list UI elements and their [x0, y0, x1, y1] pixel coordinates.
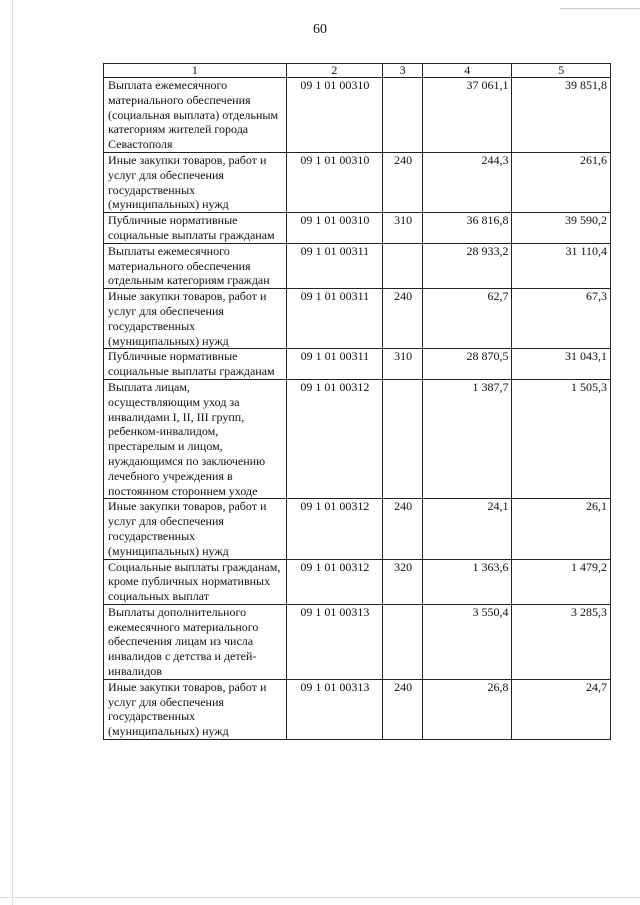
cell-name: Выплата лицам, осуществляющим уход за инвалидами I, II, III групп, ребенком-инвалидом, престарелым и лицом, нуждающимся по заключению лечебного учреждения в постоянном стороннем уходе	[104, 379, 287, 498]
cell-name: Иные закупки товаров, работ и услуг для обеспечения государственных (муниципальных) нужд	[104, 499, 287, 559]
cell-name: Публичные нормативные социальные выплаты гражданам	[104, 349, 287, 380]
cell-code: 09 1 01 00311	[286, 349, 382, 380]
cell-name: Иные закупки товаров, работ и услуг для обеспечения государственных (муниципальных) нужд	[104, 289, 287, 349]
cell-name: Социальные выплаты гражданам, кроме публичных нормативных социальных выплат	[104, 559, 287, 604]
cell-name: Выплаты ежемесячного материального обеспечения отдельным категориям граждан	[104, 243, 287, 288]
cell-value-5: 31 110,4	[512, 243, 611, 288]
table-row	[104, 349, 611, 380]
cell-expense-type	[383, 243, 423, 288]
cell-value-4: 244,3	[423, 152, 512, 212]
cell-code: 09 1 01 00313	[286, 604, 382, 679]
cell-code: 09 1 01 00310	[286, 213, 382, 244]
cell-value-4: 62,7	[423, 289, 512, 349]
cell-name: Выплата ежемесячного материального обеспечения (социальная выплата) отдельным категориям жителей города Севастополя	[104, 78, 287, 153]
table-row	[104, 78, 611, 153]
column-header: 3	[383, 64, 423, 78]
cell-code: 09 1 01 00310	[286, 78, 382, 153]
cell-code: 09 1 01 00311	[286, 243, 382, 288]
column-header: 1	[104, 64, 287, 78]
cell-code: 09 1 01 00312	[286, 559, 382, 604]
cell-value-5: 26,1	[512, 499, 611, 559]
cell-code: 09 1 01 00312	[286, 379, 382, 498]
cell-expense-type: 310	[383, 349, 423, 380]
budget-table	[103, 63, 611, 740]
column-header: 4	[423, 64, 512, 78]
cell-expense-type: 240	[383, 152, 423, 212]
cell-value-4: 24,1	[423, 499, 512, 559]
column-header: 2	[286, 64, 382, 78]
cell-value-4: 1 387,7	[423, 379, 512, 498]
cell-code: 09 1 01 00311	[286, 289, 382, 349]
table-row	[104, 604, 611, 679]
cell-value-4: 26,8	[423, 679, 512, 739]
cell-code: 09 1 01 00312	[286, 499, 382, 559]
cell-expense-type: 240	[383, 289, 423, 349]
table-row	[104, 213, 611, 244]
cell-value-5: 261,6	[512, 152, 611, 212]
table-header-row	[104, 64, 611, 78]
cell-code: 09 1 01 00310	[286, 152, 382, 212]
cell-value-5: 1 505,3	[512, 379, 611, 498]
cell-value-4: 28 870,5	[423, 349, 512, 380]
cell-value-5: 67,3	[512, 289, 611, 349]
scan-edge-left	[12, 0, 13, 905]
cell-value-4: 36 816,8	[423, 213, 512, 244]
table-row	[104, 499, 611, 559]
table-row	[104, 559, 611, 604]
cell-expense-type	[383, 604, 423, 679]
table-row	[104, 679, 611, 739]
cell-value-5: 3 285,3	[512, 604, 611, 679]
table-row	[104, 289, 611, 349]
cell-value-5: 39 590,2	[512, 213, 611, 244]
cell-value-5: 1 479,2	[512, 559, 611, 604]
cell-expense-type: 320	[383, 559, 423, 604]
table-row	[104, 379, 611, 498]
cell-name: Выплаты дополнительного ежемесячного материального обеспечения лицам из числа инвалидов с детства и детей-инвалидов	[104, 604, 287, 679]
cell-expense-type	[383, 379, 423, 498]
cell-value-4: 28 933,2	[423, 243, 512, 288]
scan-edge-bottom	[0, 897, 640, 898]
cell-code: 09 1 01 00313	[286, 679, 382, 739]
cell-expense-type: 240	[383, 499, 423, 559]
cell-value-4: 37 061,1	[423, 78, 512, 153]
table-row	[104, 243, 611, 288]
cell-expense-type	[383, 78, 423, 153]
column-header: 5	[512, 64, 611, 78]
cell-name: Иные закупки товаров, работ и услуг для обеспечения государственных (муниципальных) нужд	[104, 152, 287, 212]
cell-name: Публичные нормативные социальные выплаты гражданам	[104, 213, 287, 244]
cell-expense-type: 240	[383, 679, 423, 739]
cell-value-5: 24,7	[512, 679, 611, 739]
cell-value-5: 31 043,1	[512, 349, 611, 380]
cell-value-4: 1 363,6	[423, 559, 512, 604]
scan-edge-top	[560, 8, 640, 9]
cell-name: Иные закупки товаров, работ и услуг для обеспечения государственных (муниципальных) нужд	[104, 679, 287, 739]
cell-value-5: 39 851,8	[512, 78, 611, 153]
table-row	[104, 152, 611, 212]
page-number: 60	[313, 22, 327, 37]
cell-value-4: 3 550,4	[423, 604, 512, 679]
cell-expense-type: 310	[383, 213, 423, 244]
